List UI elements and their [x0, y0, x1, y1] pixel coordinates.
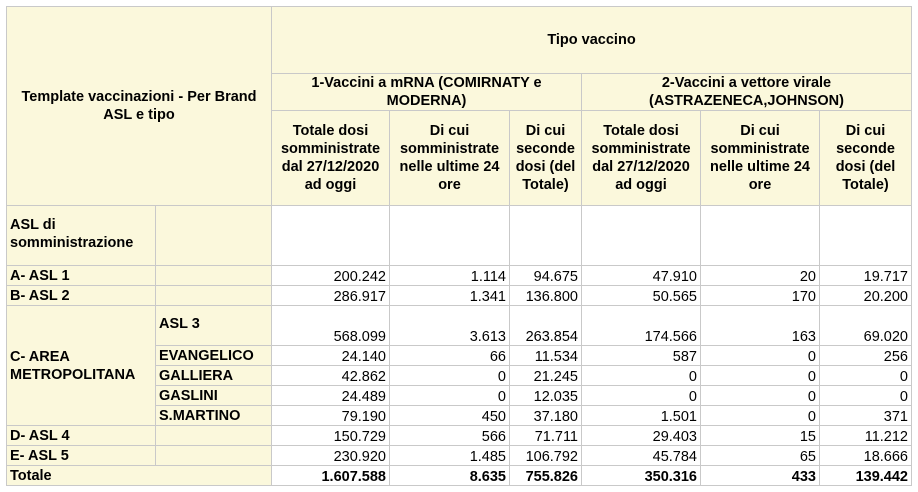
row-label-asl4: D- ASL 4	[7, 426, 156, 446]
cell-value: 1.485	[390, 446, 510, 466]
cell-value: 20	[701, 266, 820, 286]
table-row	[7, 266, 912, 286]
cell-value: 568.099	[272, 306, 390, 346]
header-col-totale-mrna: Totale dosi somministrate dal 27/12/2020 ad oggi	[272, 111, 390, 206]
cell-value: 29.403	[582, 426, 701, 446]
cell-value: 1.341	[390, 286, 510, 306]
cell-value: 15	[701, 426, 820, 446]
header-col-24h-viral: Di cui somministrate nelle ultime 24 ore	[701, 111, 820, 206]
cell-value: 0	[701, 366, 820, 386]
row-sublabel-empty	[156, 426, 272, 446]
row-sublabel-empty	[156, 286, 272, 306]
cell-value: 286.917	[272, 286, 390, 306]
table-row-totale	[7, 466, 912, 486]
cell-value: 11.534	[510, 346, 582, 366]
header-col-totale-viral: Totale dosi somministrate dal 27/12/2020 ad oggi	[582, 111, 701, 206]
cell-value: 371	[820, 406, 912, 426]
cell-value: 587	[582, 346, 701, 366]
cell-value: 0	[390, 366, 510, 386]
cell-value: 163	[701, 306, 820, 346]
row-label-asl1: A- ASL 1	[7, 266, 156, 286]
cell-value: 200.242	[272, 266, 390, 286]
cell-value: 71.711	[510, 426, 582, 446]
table-row	[7, 286, 912, 306]
cell-value: 263.854	[510, 306, 582, 346]
cell-value: 45.784	[582, 446, 701, 466]
section-label-empty	[156, 206, 272, 266]
cell-value: 1.114	[390, 266, 510, 286]
header-col-seconde-viral: Di cui seconde dosi (del Totale)	[820, 111, 912, 206]
section-label: ASL di somministrazione	[7, 206, 156, 266]
cell-value: 450	[390, 406, 510, 426]
cell-value: 47.910	[582, 266, 701, 286]
cell-value: 1.501	[582, 406, 701, 426]
header-tipo-vaccino: Tipo vaccino	[272, 7, 912, 74]
cell-value: 11.212	[820, 426, 912, 446]
header-group-viral: 2-Vaccini a vettore virale (ASTRAZENECA,JOHNSON)	[582, 74, 912, 111]
cell-value: 0	[820, 386, 912, 406]
table-row	[7, 426, 912, 446]
cell-value: 0	[582, 366, 701, 386]
total-value: 139.442	[820, 466, 912, 486]
row-label-area-metropolitana: C- AREA METROPOLITANA	[7, 306, 156, 426]
total-value: 1.607.588	[272, 466, 390, 486]
header-group-mrna: 1-Vaccini a mRNA (COMIRNATY e MODERNA)	[272, 74, 582, 111]
cell-value: 37.180	[510, 406, 582, 426]
cell-value: 0	[820, 366, 912, 386]
cell-value: 21.245	[510, 366, 582, 386]
header-col-24h-mrna: Di cui somministrate nelle ultime 24 ore	[390, 111, 510, 206]
cell-value: 42.862	[272, 366, 390, 386]
cell-value: 136.800	[510, 286, 582, 306]
row-sublabel-smartino: S.MARTINO	[156, 406, 272, 426]
cell-value: 566	[390, 426, 510, 446]
cell-empty	[272, 206, 390, 266]
cell-value: 3.613	[390, 306, 510, 346]
row-sublabel-asl3: ASL 3	[156, 306, 272, 346]
total-value: 433	[701, 466, 820, 486]
row-sublabel-empty	[156, 446, 272, 466]
cell-value: 66	[390, 346, 510, 366]
cell-value: 0	[701, 406, 820, 426]
cell-value: 24.489	[272, 386, 390, 406]
row-label-asl2: B- ASL 2	[7, 286, 156, 306]
cell-value: 0	[701, 386, 820, 406]
cell-empty	[510, 206, 582, 266]
cell-value: 69.020	[820, 306, 912, 346]
header-col-seconde-mrna: Di cui seconde dosi (del Totale)	[510, 111, 582, 206]
row-label-asl5: E- ASL 5	[7, 446, 156, 466]
cell-value: 65	[701, 446, 820, 466]
cell-value: 18.666	[820, 446, 912, 466]
row-sublabel-empty	[156, 266, 272, 286]
cell-value: 174.566	[582, 306, 701, 346]
cell-empty	[582, 206, 701, 266]
cell-empty	[701, 206, 820, 266]
row-sublabel-galliera: GALLIERA	[156, 366, 272, 386]
row-label-totale: Totale	[7, 466, 272, 486]
total-value: 755.826	[510, 466, 582, 486]
cell-value: 50.565	[582, 286, 701, 306]
cell-value: 106.792	[510, 446, 582, 466]
cell-value: 256	[820, 346, 912, 366]
cell-value: 150.729	[272, 426, 390, 446]
table-row	[7, 446, 912, 466]
cell-value: 94.675	[510, 266, 582, 286]
cell-empty	[390, 206, 510, 266]
row-sublabel-evangelico: EVANGELICO	[156, 346, 272, 366]
cell-value: 170	[701, 286, 820, 306]
table-corner-title: Template vaccinazioni - Per Brand ASL e tipo	[7, 7, 272, 206]
total-value: 350.316	[582, 466, 701, 486]
cell-value: 79.190	[272, 406, 390, 426]
cell-value: 24.140	[272, 346, 390, 366]
cell-value: 0	[390, 386, 510, 406]
row-sublabel-gaslini: GASLINI	[156, 386, 272, 406]
cell-empty	[820, 206, 912, 266]
vaccination-table	[6, 6, 912, 486]
total-value: 8.635	[390, 466, 510, 486]
table-row	[7, 306, 912, 346]
cell-value: 0	[582, 386, 701, 406]
cell-value: 19.717	[820, 266, 912, 286]
cell-value: 20.200	[820, 286, 912, 306]
cell-value: 12.035	[510, 386, 582, 406]
cell-value: 230.920	[272, 446, 390, 466]
cell-value: 0	[701, 346, 820, 366]
